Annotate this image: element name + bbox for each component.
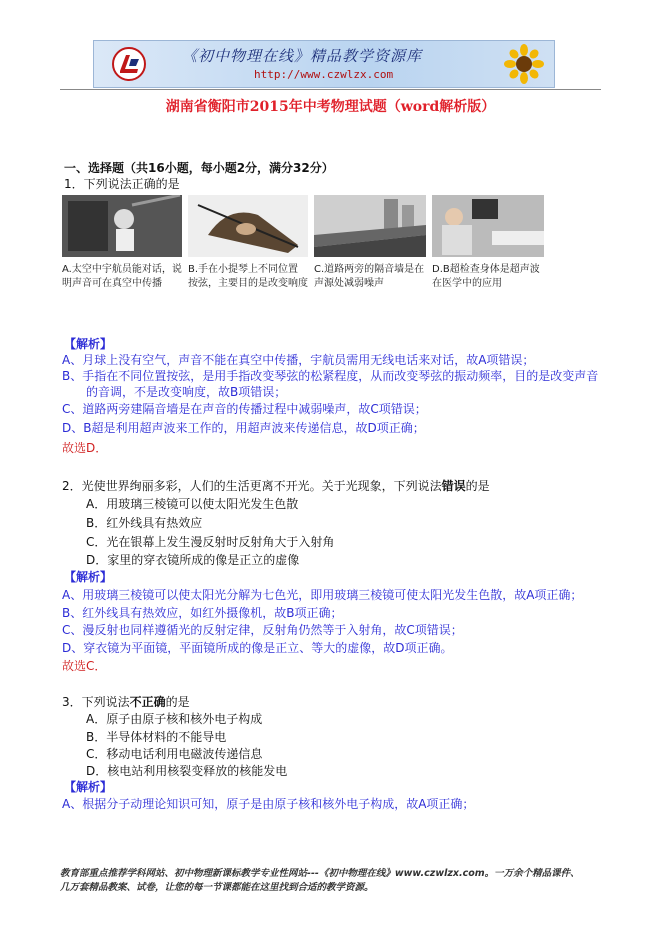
q3-option-c: C．移动电话利用电磁波传递信息	[86, 747, 263, 761]
q1-picture-d	[430, 193, 546, 315]
ultrasound-photo-icon	[432, 195, 544, 257]
q1-caption-c: C.道路两旁的隔音墙是在声源处减弱噪声	[314, 264, 425, 289]
header-banner	[93, 40, 555, 88]
footer-line: 教育部重点推荐学科网站、初中物理新课标教学专业性网站---《初中物理在线》www.czwlzx.com。一万余个精品课件、	[60, 868, 580, 879]
site-logo-icon	[112, 47, 146, 81]
q2-analysis-line: A、用玻璃三棱镜可以使太阳光分解为七色光，即用玻璃三棱镜可使太阳光发生色散，故A项正确；	[62, 588, 583, 602]
q2-option-c: C．光在银幕上发生漫反射时反射角大于入射角	[86, 535, 335, 549]
q3-analysis-line: A、根据分子动理论知识可知，原子是由原子核和核外电子构成，故A项正确；	[62, 797, 475, 811]
q3-stem-suffix: 的是	[165, 695, 190, 709]
q3-stem-emphasis: 不正确	[129, 695, 166, 709]
q2-analysis-label: 【解析】	[64, 570, 113, 584]
q1-analysis-line: A、月球上没有空气，声音不能在真空中传播，宇航员需用无线电话来对话，故A项错误；	[62, 353, 535, 367]
banner-url[interactable]: http://www.czwlzx.com	[254, 68, 394, 81]
sunflower-icon	[502, 44, 546, 84]
q2-stem	[62, 478, 490, 494]
q1-analysis-line: C、道路两旁建隔音墙是在声音的传播过程中减弱噪声，故C项错误；	[62, 402, 427, 416]
q2-analysis-line: C、漫反射也同样遵循光的反射定律，反射角仍然等于入射角，故C项错误；	[62, 623, 463, 637]
q1-analysis-line: D、B超是利用超声波来工作的，用超声波来传递信息，故D项正确；	[62, 421, 425, 435]
sound-barrier-photo-icon	[314, 195, 426, 257]
header-divider	[60, 89, 601, 90]
q2-analysis-line: D、穿衣镜为平面镜，平面镜所成的像是正立、等大的虚像，故D项正确。	[62, 641, 453, 655]
q1-caption-a: A.太空中宇航员能对话，说明声音可在真空中传播	[62, 264, 182, 289]
q1-answer: 故选D．	[62, 441, 108, 455]
q2-stem-prefix: 2．光使世界绚丽多彩，人们的生活更离不开光。关于光现象，下列说法	[62, 479, 442, 493]
q3-stem	[62, 694, 190, 710]
q1-analysis-label: 【解析】	[64, 337, 113, 351]
q3-option-b: B．半导体材料的不能导电	[86, 730, 227, 744]
violin-photo-icon	[188, 195, 308, 257]
q2-stem-emphasis: 错误	[441, 479, 466, 493]
q1-caption-d: D.B超检查身体是超声波在医学中的应用	[432, 264, 540, 289]
document-title: 湖南省衡阳市2015年中考物理试题（word解析版）	[165, 99, 496, 115]
footer-line: 几万套精品教案、试卷，让您的每一节课都能在这里找到合适的教学资源。	[60, 882, 374, 893]
q1-stem: 1．下列说法正确的是	[64, 177, 180, 191]
q1-picture-c	[312, 193, 428, 315]
q2-analysis-line: B、红外线具有热效应，如红外摄像机，故B项正确；	[62, 606, 343, 620]
q3-option-d: D．核电站利用核裂变释放的核能发电	[86, 764, 288, 778]
q1-analysis-line: B、手指在不同位置按弦，是用手指改变琴弦的松紧程度，从而改变琴弦的振动频率，目的是改变声音	[62, 369, 599, 383]
astronaut-photo-icon	[62, 195, 182, 257]
q2-stem-suffix: 的是	[465, 479, 490, 493]
q2-option-d: D．家里的穿衣镜所成的像是正立的虚像	[86, 553, 300, 567]
q2-option-b: B．红外线具有热效应	[86, 516, 203, 530]
q3-stem-prefix: 3．下列说法	[62, 695, 130, 709]
q3-analysis-label: 【解析】	[64, 780, 113, 794]
q1-picture-b	[186, 193, 310, 315]
q2-option-a: A．用玻璃三棱镜可以使太阳光发生色散	[86, 497, 299, 511]
section-heading: 一、选择题（共16小题，每小题2分，满分32分）	[64, 161, 334, 175]
q2-answer: 故选C．	[62, 659, 107, 673]
q1-caption-b: B.手在小提琴上不同位置按弦，主要目的是改变响度	[188, 264, 308, 289]
q1-analysis-line: 的音调，不是改变响度，故B项错误；	[86, 385, 287, 399]
q1-picture-a	[60, 193, 184, 315]
q3-option-a: A．原子由原子核和核外电子构成	[86, 712, 263, 726]
banner-title: 《初中物理在线》精品教学资源库	[182, 47, 423, 65]
